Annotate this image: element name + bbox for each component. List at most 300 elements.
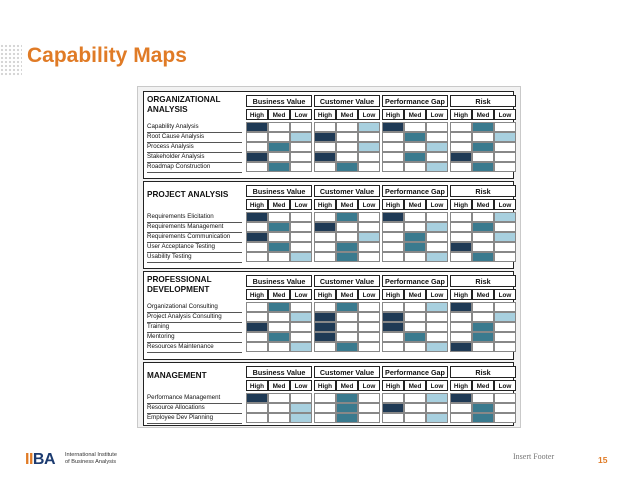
level-header: Low <box>426 109 448 120</box>
rating-cell <box>404 332 426 342</box>
rating-cell <box>358 152 380 162</box>
rating-cell <box>426 312 448 322</box>
rating-cell <box>268 252 290 262</box>
rating-cell <box>404 242 426 252</box>
rating-cell <box>336 132 358 142</box>
rating-cell <box>426 252 448 262</box>
rating-cell <box>358 122 380 132</box>
rating-cell <box>494 142 516 152</box>
rating-cell <box>382 142 404 152</box>
rating-cell <box>472 122 494 132</box>
rating-cell <box>358 252 380 262</box>
group-header: Customer Value <box>314 95 380 107</box>
rating-cell <box>246 312 268 322</box>
rating-cell <box>290 162 312 172</box>
rating-cell <box>358 132 380 142</box>
capability-section <box>143 91 514 179</box>
rating-cell <box>494 212 516 222</box>
rating-cell <box>450 403 472 413</box>
rating-cell <box>358 162 380 172</box>
rating-cell <box>404 152 426 162</box>
level-header: High <box>450 109 472 120</box>
level-header: Med <box>404 380 426 391</box>
rating-cell <box>246 413 268 423</box>
rating-cell <box>314 312 336 322</box>
level-header: Low <box>426 199 448 210</box>
rating-cell <box>404 403 426 413</box>
rating-cell <box>314 222 336 232</box>
capability-section <box>143 271 514 360</box>
rating-cell <box>404 252 426 262</box>
level-header: Low <box>290 199 312 210</box>
rating-cell <box>358 142 380 152</box>
rating-cell <box>472 302 494 312</box>
rating-cell <box>358 322 380 332</box>
capability-map-figure <box>137 86 521 428</box>
rating-cell <box>290 393 312 403</box>
rating-cell <box>426 242 448 252</box>
rating-cell <box>336 393 358 403</box>
rating-cell <box>268 322 290 332</box>
iiba-logo <box>25 451 117 469</box>
rating-cell <box>472 332 494 342</box>
rating-cell <box>336 212 358 222</box>
rating-cell <box>404 342 426 352</box>
rating-cell <box>494 342 516 352</box>
rating-cell <box>336 342 358 352</box>
level-header: Low <box>426 289 448 300</box>
rating-cell <box>290 322 312 332</box>
rating-cell <box>382 232 404 242</box>
rating-cell <box>314 302 336 312</box>
level-header: Med <box>472 109 494 120</box>
level-header: Med <box>404 109 426 120</box>
rating-cell <box>246 403 268 413</box>
level-header: High <box>246 289 268 300</box>
level-header: Low <box>358 109 380 120</box>
rating-cell <box>268 332 290 342</box>
rating-cell <box>426 142 448 152</box>
rating-cell <box>382 212 404 222</box>
logo-name-line2: of Business Analysis <box>65 458 116 465</box>
rating-cell <box>426 332 448 342</box>
rating-cell <box>494 162 516 172</box>
logo-name <box>65 452 135 465</box>
rating-cell <box>426 322 448 332</box>
rating-cell <box>450 162 472 172</box>
rating-cell <box>246 142 268 152</box>
rating-cell <box>404 302 426 312</box>
rating-cell <box>268 242 290 252</box>
rating-cell <box>450 322 472 332</box>
rating-cell <box>450 393 472 403</box>
rating-cell <box>268 302 290 312</box>
rating-cell <box>290 222 312 232</box>
rating-cell <box>268 212 290 222</box>
level-header: High <box>246 199 268 210</box>
rating-cell <box>494 302 516 312</box>
rating-cell <box>290 132 312 142</box>
rating-cell <box>268 152 290 162</box>
rating-cell <box>494 403 516 413</box>
rating-cell <box>426 152 448 162</box>
group-header: Customer Value <box>314 185 380 197</box>
row-label: Usability Testing <box>147 252 242 263</box>
rating-cell <box>472 322 494 332</box>
rating-cell <box>404 312 426 322</box>
rating-cell <box>450 252 472 262</box>
rating-cell <box>494 242 516 252</box>
rating-cell <box>404 122 426 132</box>
rating-cell <box>426 122 448 132</box>
rating-cell <box>494 312 516 322</box>
row-label: Employee Dev Planning <box>147 413 242 424</box>
rating-cell <box>450 152 472 162</box>
row-label: Stakeholder Analysis <box>147 152 242 163</box>
level-header: Low <box>358 199 380 210</box>
rating-cell <box>404 132 426 142</box>
rating-cell <box>268 232 290 242</box>
rating-cell <box>382 152 404 162</box>
rating-cell <box>494 252 516 262</box>
rating-cell <box>246 342 268 352</box>
section-title: ORGANIZATIONAL ANALYSIS <box>147 95 221 114</box>
rating-cell <box>336 312 358 322</box>
rating-cell <box>246 222 268 232</box>
rating-cell <box>358 302 380 312</box>
group-header: Customer Value <box>314 366 380 378</box>
iiba-logo-mark <box>25 451 55 469</box>
rating-cell <box>382 393 404 403</box>
rating-cell <box>382 162 404 172</box>
rating-cell <box>404 322 426 332</box>
rating-cell <box>314 232 336 242</box>
section-title: PROJECT ANALYSIS <box>147 190 229 199</box>
rating-cell <box>336 232 358 242</box>
level-header: Low <box>290 380 312 391</box>
rating-cell <box>290 232 312 242</box>
rating-cell <box>290 142 312 152</box>
level-header: High <box>246 109 268 120</box>
rating-cell <box>268 122 290 132</box>
rating-cell <box>268 132 290 142</box>
rating-cell <box>246 322 268 332</box>
row-label: Process Analysis <box>147 142 242 153</box>
rating-cell <box>314 322 336 332</box>
rating-cell <box>426 393 448 403</box>
rating-cell <box>382 122 404 132</box>
rating-cell <box>358 222 380 232</box>
logo-mark-ii: II <box>25 451 33 468</box>
rating-cell <box>494 132 516 142</box>
rating-cell <box>404 222 426 232</box>
row-label: Organizational Consulting <box>147 302 242 313</box>
rating-cell <box>290 312 312 322</box>
rating-cell <box>404 393 426 403</box>
rating-cell <box>358 232 380 242</box>
level-header: Med <box>404 199 426 210</box>
rating-cell <box>314 252 336 262</box>
rating-cell <box>450 212 472 222</box>
level-header: Low <box>290 289 312 300</box>
rating-cell <box>314 332 336 342</box>
row-label: Resources Maintenance <box>147 342 242 353</box>
rating-cell <box>358 332 380 342</box>
section-title: PROFESSIONAL DEVELOPMENT <box>147 275 212 294</box>
level-header: High <box>382 380 404 391</box>
rating-cell <box>246 132 268 142</box>
rating-cell <box>336 142 358 152</box>
rating-cell <box>450 312 472 322</box>
rating-cell <box>314 142 336 152</box>
level-header: Med <box>268 380 290 391</box>
level-header: Med <box>472 199 494 210</box>
level-header: Low <box>426 380 448 391</box>
slide-title: Capability Maps <box>27 44 187 67</box>
rating-cell <box>336 222 358 232</box>
rating-cell <box>450 232 472 242</box>
rating-cell <box>494 122 516 132</box>
level-header: High <box>450 289 472 300</box>
logo-name-line1: International Institute <box>65 452 117 458</box>
rating-cell <box>290 332 312 342</box>
group-header: Performance Gap <box>382 95 448 107</box>
rating-cell <box>426 413 448 423</box>
rating-cell <box>382 322 404 332</box>
row-label: Training <box>147 322 242 333</box>
level-header: High <box>450 199 472 210</box>
level-header: High <box>314 289 336 300</box>
rating-cell <box>358 242 380 252</box>
level-header: Low <box>494 289 516 300</box>
rating-cell <box>268 162 290 172</box>
level-header: Low <box>358 289 380 300</box>
rating-cell <box>382 222 404 232</box>
rating-cell <box>358 413 380 423</box>
rating-cell <box>450 222 472 232</box>
rating-cell <box>404 162 426 172</box>
rating-cell <box>494 413 516 423</box>
rating-cell <box>382 302 404 312</box>
rating-cell <box>382 332 404 342</box>
rating-cell <box>472 152 494 162</box>
level-header: High <box>314 199 336 210</box>
level-header: High <box>314 109 336 120</box>
rating-cell <box>450 132 472 142</box>
rating-cell <box>336 242 358 252</box>
rating-cell <box>314 393 336 403</box>
rating-cell <box>336 332 358 342</box>
row-label: Root Cause Analysis <box>147 132 242 143</box>
rating-cell <box>314 413 336 423</box>
rating-cell <box>336 162 358 172</box>
rating-cell <box>426 222 448 232</box>
row-label: Mentoring <box>147 332 242 343</box>
group-header: Performance Gap <box>382 275 448 287</box>
rating-cell <box>494 232 516 242</box>
level-header: Med <box>336 199 358 210</box>
row-label: User Acceptance Testing <box>147 242 242 253</box>
rating-cell <box>290 403 312 413</box>
rating-cell <box>426 302 448 312</box>
capability-section <box>143 362 514 426</box>
rating-cell <box>290 342 312 352</box>
rating-cell <box>382 403 404 413</box>
rating-cell <box>450 242 472 252</box>
level-header: Med <box>268 109 290 120</box>
rating-cell <box>358 342 380 352</box>
rating-cell <box>472 312 494 322</box>
rating-cell <box>450 142 472 152</box>
group-header: Risk <box>450 366 516 378</box>
level-header: Low <box>494 380 516 391</box>
level-header: Med <box>268 289 290 300</box>
group-header: Business Value <box>246 275 312 287</box>
rating-cell <box>314 162 336 172</box>
level-header: Med <box>404 289 426 300</box>
rating-cell <box>290 242 312 252</box>
capability-section <box>143 181 514 269</box>
rating-cell <box>268 413 290 423</box>
decorative-dots <box>0 44 22 76</box>
level-header: Med <box>336 380 358 391</box>
footer-text: Insert Footer <box>513 452 555 461</box>
group-header: Risk <box>450 95 516 107</box>
rating-cell <box>268 342 290 352</box>
rating-cell <box>314 152 336 162</box>
group-header: Risk <box>450 185 516 197</box>
rating-cell <box>494 152 516 162</box>
rating-cell <box>290 212 312 222</box>
rating-cell <box>290 252 312 262</box>
row-label: Capability Analysis <box>147 122 242 133</box>
rating-cell <box>450 302 472 312</box>
level-header: Med <box>472 289 494 300</box>
group-header: Customer Value <box>314 275 380 287</box>
rating-cell <box>472 222 494 232</box>
rating-cell <box>472 252 494 262</box>
level-header: High <box>382 109 404 120</box>
level-header: High <box>382 289 404 300</box>
rating-cell <box>358 212 380 222</box>
rating-cell <box>404 212 426 222</box>
rating-cell <box>382 242 404 252</box>
rating-cell <box>314 342 336 352</box>
rating-cell <box>382 413 404 423</box>
rating-cell <box>246 242 268 252</box>
rating-cell <box>404 142 426 152</box>
rating-cell <box>358 403 380 413</box>
rating-cell <box>382 252 404 262</box>
rating-cell <box>314 212 336 222</box>
rating-cell <box>336 322 358 332</box>
rating-cell <box>426 232 448 242</box>
rating-cell <box>450 413 472 423</box>
rating-cell <box>494 322 516 332</box>
rating-cell <box>336 302 358 312</box>
rating-cell <box>472 242 494 252</box>
rating-cell <box>246 393 268 403</box>
row-label: Project Analysis Consulting <box>147 312 242 323</box>
rating-cell <box>472 132 494 142</box>
rating-cell <box>246 212 268 222</box>
logo-mark-rest: BA <box>32 451 55 468</box>
rating-cell <box>246 122 268 132</box>
group-header: Business Value <box>246 366 312 378</box>
rating-cell <box>268 312 290 322</box>
group-header: Performance Gap <box>382 185 448 197</box>
rating-cell <box>426 162 448 172</box>
rating-cell <box>246 252 268 262</box>
rating-cell <box>336 413 358 423</box>
rating-cell <box>246 332 268 342</box>
rating-cell <box>268 403 290 413</box>
rating-cell <box>472 413 494 423</box>
level-header: Low <box>494 109 516 120</box>
level-header: High <box>450 380 472 391</box>
rating-cell <box>246 302 268 312</box>
page-number: 15 <box>598 455 608 465</box>
level-header: High <box>246 380 268 391</box>
group-header: Business Value <box>246 95 312 107</box>
rating-cell <box>246 162 268 172</box>
section-title: MANAGEMENT <box>147 371 207 380</box>
row-label: Requirements Management <box>147 222 242 233</box>
row-label: Roadmap Construction <box>147 162 242 173</box>
rating-cell <box>268 393 290 403</box>
level-header: Low <box>358 380 380 391</box>
rating-cell <box>268 222 290 232</box>
rating-cell <box>336 152 358 162</box>
level-header: High <box>382 199 404 210</box>
rating-cell <box>314 132 336 142</box>
rating-cell <box>314 403 336 413</box>
rating-cell <box>268 142 290 152</box>
rating-cell <box>290 152 312 162</box>
rating-cell <box>358 312 380 322</box>
level-header: Med <box>336 109 358 120</box>
rating-cell <box>290 122 312 132</box>
rating-cell <box>472 342 494 352</box>
level-header: Med <box>336 289 358 300</box>
level-header: Med <box>268 199 290 210</box>
rating-cell <box>426 132 448 142</box>
rating-cell <box>336 403 358 413</box>
row-label: Requirements Communication <box>147 232 242 243</box>
rating-cell <box>314 242 336 252</box>
rating-cell <box>426 403 448 413</box>
rating-cell <box>246 152 268 162</box>
group-header: Risk <box>450 275 516 287</box>
rating-cell <box>290 413 312 423</box>
rating-cell <box>450 122 472 132</box>
row-label: Requirements Elicitation <box>147 212 242 223</box>
rating-cell <box>472 142 494 152</box>
rating-cell <box>246 232 268 242</box>
rating-cell <box>472 393 494 403</box>
row-label: Resource Allocations <box>147 403 242 414</box>
level-header: Med <box>472 380 494 391</box>
rating-cell <box>426 342 448 352</box>
rating-cell <box>494 332 516 342</box>
level-header: Low <box>494 199 516 210</box>
rating-cell <box>382 312 404 322</box>
rating-cell <box>382 132 404 142</box>
rating-cell <box>472 212 494 222</box>
rating-cell <box>404 232 426 242</box>
rating-cell <box>472 403 494 413</box>
rating-cell <box>494 393 516 403</box>
